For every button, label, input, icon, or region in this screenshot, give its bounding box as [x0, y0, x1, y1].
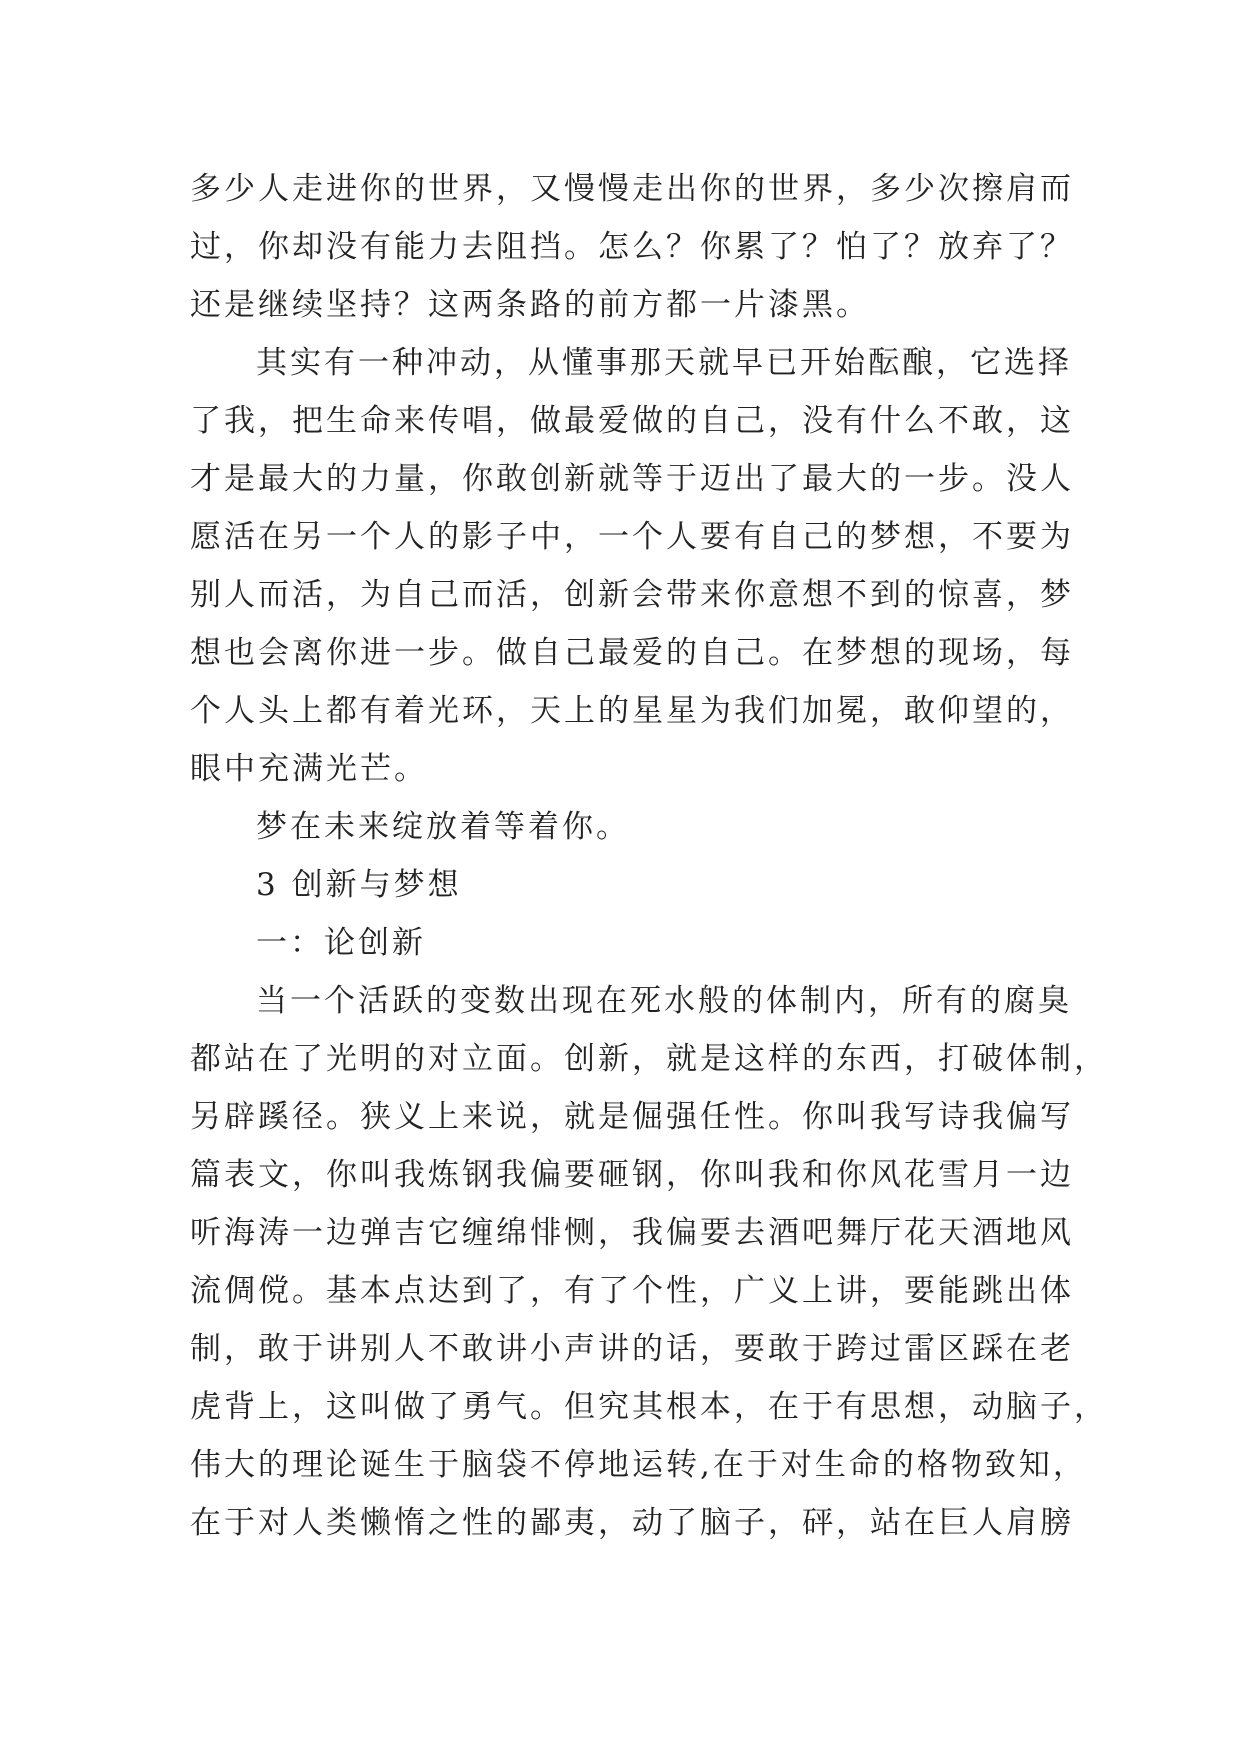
text-line: 在于对人类懒惰之性的鄙夷，动了脑子，砰，站在巨人肩膀 — [190, 1505, 1074, 1541]
text-line: 流倜傥。基本点达到了，有了个性，广义上讲，要能跳出体 — [190, 1273, 1074, 1309]
text-line: 听海涛一边弹吉它缠绵悱恻，我偏要去酒吧舞厅花天酒地风 — [190, 1215, 1074, 1251]
text-line: 想也会离你进一步。做自己最爱的自己。在梦想的现场，每 — [190, 635, 1074, 671]
text-line: 当一个活跃的变数出现在死水般的体制内，所有的腐臭 — [256, 983, 1072, 1019]
text-line: 个人头上都有着光环，天上的星星为我们加冕，敢仰望的， — [190, 693, 1074, 729]
text-line: 篇表文，你叫我炼钢我偏要砸钢，你叫我和你风花雪月一边 — [190, 1157, 1074, 1193]
text-line: 过，你却没有能力去阻挡。怎么？你累了？怕了？放弃了？ — [190, 229, 1074, 265]
text-line: 伟大的理论诞生于脑袋不停地运转,在于对生命的格物致知， — [190, 1447, 1087, 1483]
text-line: 制，敢于讲别人不敢讲小声讲的话，要敢于跨过雷区踩在老 — [190, 1331, 1074, 1367]
text-line: 多少人走进你的世界，又慢慢走出你的世界，多少次擦肩而 — [190, 171, 1074, 207]
text-line: 都站在了光明的对立面。创新，就是这样的东西，打破体制， — [190, 1041, 1108, 1077]
section-heading: 3 创新与梦想 — [256, 867, 462, 903]
text-line: 了我，把生命来传唱，做最爱做的自己，没有什么不敢，这 — [190, 403, 1074, 439]
text-line: 另辟蹊径。狭义上来说，就是倔强任性。你叫我写诗我偏写 — [190, 1099, 1074, 1135]
text-line: 才是最大的力量，你敢创新就等于迈出了最大的一步。没人 — [190, 461, 1074, 497]
document-body — [190, 160, 1108, 1552]
text-line: 眼中充满光芒。 — [190, 751, 428, 787]
text-line: 别人而活，为自己而活，创新会带来你意想不到的惊喜，梦 — [190, 577, 1074, 613]
text-line: 梦在未来绽放着等着你。 — [256, 809, 630, 845]
text-line: 其实有一种冲动，从懂事那天就早已开始酝酿，它选择 — [256, 345, 1072, 381]
text-line: 虎背上，这叫做了勇气。但究其根本，在于有思想，动脑子， — [190, 1389, 1108, 1425]
text-line: 愿活在另一个人的影子中，一个人要有自己的梦想，不要为 — [190, 519, 1074, 555]
subsection-heading: 一：论创新 — [256, 925, 426, 961]
text-line: 还是继续坚持？这两条路的前方都一片漆黑。 — [190, 287, 870, 323]
